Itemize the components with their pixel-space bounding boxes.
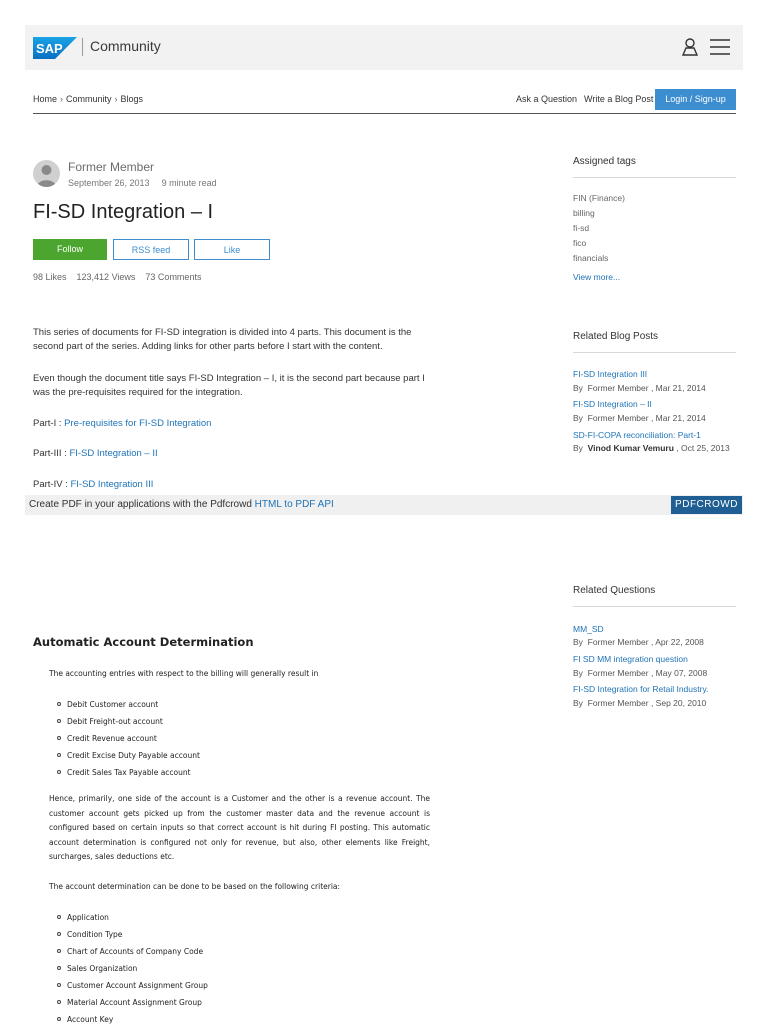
byline-author[interactable]: Former Member: [587, 698, 649, 708]
post-stats: [33, 272, 201, 282]
by-label: By: [573, 383, 583, 393]
comments-count[interactable]: 73 Comments: [145, 272, 202, 282]
tag-item[interactable]: FIN (Finance): [573, 193, 625, 203]
bullet-icon: [57, 736, 61, 740]
pdfcrowd-message: Create PDF in your applications with the Pdfcrowd: [29, 499, 255, 510]
related-question-link[interactable]: FI-SD Integration for Retail Industry.: [573, 684, 709, 694]
part-label: Part-IV :: [33, 479, 71, 490]
byline-author[interactable]: Former Member: [587, 413, 649, 423]
avatar[interactable]: [33, 160, 60, 187]
assigned-tags-heading: Assigned tags: [573, 156, 636, 167]
by-label: By: [573, 413, 583, 423]
ask-question-link[interactable]: Ask a Question: [516, 94, 578, 104]
pdfcrowd-link[interactable]: HTML to PDF API: [254, 499, 334, 510]
related-post-link[interactable]: FI-SD Integration III: [573, 369, 648, 379]
related-post-byline: [573, 443, 730, 453]
byline-date: , Sep 20, 2010: [648, 698, 707, 708]
like-button[interactable]: Like: [194, 239, 270, 260]
byline-author[interactable]: Former Member: [587, 637, 649, 647]
byline-date: , Apr 22, 2008: [648, 637, 704, 647]
bullet-icon: [57, 915, 61, 919]
bullet-icon: [57, 949, 61, 953]
byline-date: , May 07, 2008: [648, 668, 708, 678]
by-label: By: [573, 698, 583, 708]
community-label[interactable]: Community: [90, 38, 161, 54]
bullet-icon: [57, 702, 61, 706]
by-label: By: [573, 637, 583, 647]
byline-author[interactable]: Vinod Kumar Vemuru: [587, 443, 674, 453]
tag-item[interactable]: billing: [573, 208, 595, 218]
pdfcrowd-button[interactable]: PDFCROWD: [671, 496, 742, 514]
pdfcrowd-text: [29, 499, 334, 510]
sidebar-divider: [573, 177, 736, 178]
post-meta: [68, 178, 217, 188]
related-question-byline: [573, 668, 707, 678]
byline-date: , Oct 25, 2013: [673, 443, 730, 453]
body-text: The account determination can be done to be based on the following criteria:: [49, 882, 341, 891]
list-item: Application: [67, 913, 109, 922]
tag-item[interactable]: financials: [573, 253, 609, 263]
list-item: Sales Organization: [67, 964, 138, 973]
list-item: Account Key: [67, 1015, 114, 1024]
related-post-link[interactable]: FI-SD Integration – II: [573, 399, 652, 409]
chevron-right-icon: ›: [114, 94, 118, 104]
bullet-icon: [57, 753, 61, 757]
list-item: Customer Account Assignment Group: [67, 981, 208, 990]
list-item: Credit Excise Duty Payable account: [67, 751, 200, 760]
related-post-byline: [573, 383, 706, 393]
bullet-icon: [57, 966, 61, 970]
views-count: 123,412 Views: [76, 272, 136, 282]
list-item: Material Account Assignment Group: [67, 998, 202, 1007]
bullet-icon: [57, 1000, 61, 1004]
user-icon[interactable]: [681, 37, 699, 57]
header-divider: [33, 113, 736, 114]
part-link-row: [33, 418, 211, 429]
bullet-icon: [57, 1017, 61, 1021]
post-date: September 26, 2013: [68, 178, 150, 188]
related-questions-heading: Related Questions: [573, 585, 656, 596]
write-blog-link[interactable]: Write a Blog Post: [584, 94, 654, 104]
list-item: Credit Revenue account: [67, 734, 157, 743]
by-label: By: [573, 443, 583, 453]
person-icon: [33, 160, 60, 187]
part-link[interactable]: FI-SD Integration III: [70, 479, 154, 490]
related-question-link[interactable]: FI SD MM integration question: [573, 654, 688, 664]
part-label: Part-I :: [33, 418, 65, 429]
breadcrumb: [33, 94, 143, 104]
likes-count: 98 Likes: [33, 272, 67, 282]
section-heading: Automatic Account Determination: [33, 635, 254, 649]
body-text: The accounting entries with respect to the billing will generally result in: [49, 669, 319, 678]
related-question-byline: [573, 698, 706, 708]
breadcrumb-home[interactable]: Home: [33, 94, 58, 104]
list-item: Condition Type: [67, 930, 123, 939]
related-question-link[interactable]: MM_SD: [573, 624, 604, 634]
breadcrumb-community[interactable]: Community: [66, 94, 112, 104]
list-item: Credit Sales Tax Payable account: [67, 768, 191, 777]
intro-paragraph-2: Even though the document title says FI-SD Integration – I, it is the second part because part I was the pre-requisites required for the integration.: [33, 373, 425, 398]
related-posts-heading: Related Blog Posts: [573, 331, 659, 342]
bullet-icon: [57, 983, 61, 987]
page-title: FI-SD Integration – I: [33, 201, 214, 223]
bullet-icon: [57, 932, 61, 936]
read-time: 9 minute read: [161, 178, 217, 188]
bullet-icon: [57, 770, 61, 774]
author-name[interactable]: Former Member: [68, 160, 155, 174]
body-paragraph: Hence, primarily, one side of the account is a Customer and the other is a revenue account. The customer account gets picked up from the customer master data and the revenue account is configured based on certain inputs so that correct account is hit during FI posting. This automatic account determination is configured not only for revenue, but also, other elements like Freight, surcharges, sales deductions etc.: [49, 794, 430, 862]
byline-author[interactable]: Former Member: [587, 668, 649, 678]
rss-feed-button[interactable]: RSS feed: [113, 239, 189, 260]
byline-date: , Mar 21, 2014: [648, 413, 706, 423]
follow-button[interactable]: Follow: [33, 239, 107, 260]
breadcrumb-blogs[interactable]: Blogs: [120, 94, 144, 104]
sidebar-divider: [573, 606, 736, 607]
part-label: Part-III :: [33, 448, 70, 459]
tag-item[interactable]: fico: [573, 238, 587, 248]
sap-logo-text: SAP: [36, 41, 63, 56]
tag-item[interactable]: fi-sd: [573, 223, 590, 233]
login-button[interactable]: Login / Sign-up: [655, 89, 736, 110]
byline-date: , Mar 21, 2014: [648, 383, 706, 393]
logo-divider: [82, 38, 83, 56]
by-label: By: [573, 668, 583, 678]
list-item: Chart of Accounts of Company Code: [67, 947, 204, 956]
related-question-byline: [573, 637, 704, 647]
part-link-row: [33, 448, 158, 459]
sidebar-divider: [573, 352, 736, 353]
view-more-link[interactable]: View more...: [573, 272, 621, 282]
part-link[interactable]: FI-SD Integration – II: [69, 448, 158, 459]
part-link[interactable]: Pre-requisites for FI-SD Integration: [64, 418, 212, 429]
part-link-row: [33, 479, 153, 490]
related-post-byline: [573, 413, 706, 423]
sap-logo[interactable]: [33, 37, 77, 59]
hamburger-menu-icon[interactable]: [709, 38, 731, 56]
intro-paragraph: This series of documents for FI-SD integration is divided into 4 parts. This document is the second part of the series. Adding links for other parts before I start with the content.: [33, 327, 412, 352]
related-post-link[interactable]: SD-FI-COPA reconciliation: Part-1: [573, 430, 701, 440]
list-item: Debit Freight-out account: [67, 717, 163, 726]
bullet-icon: [57, 719, 61, 723]
chevron-right-icon: ›: [60, 94, 64, 104]
list-item: Debit Customer account: [67, 700, 159, 709]
byline-author[interactable]: Former Member: [587, 383, 649, 393]
